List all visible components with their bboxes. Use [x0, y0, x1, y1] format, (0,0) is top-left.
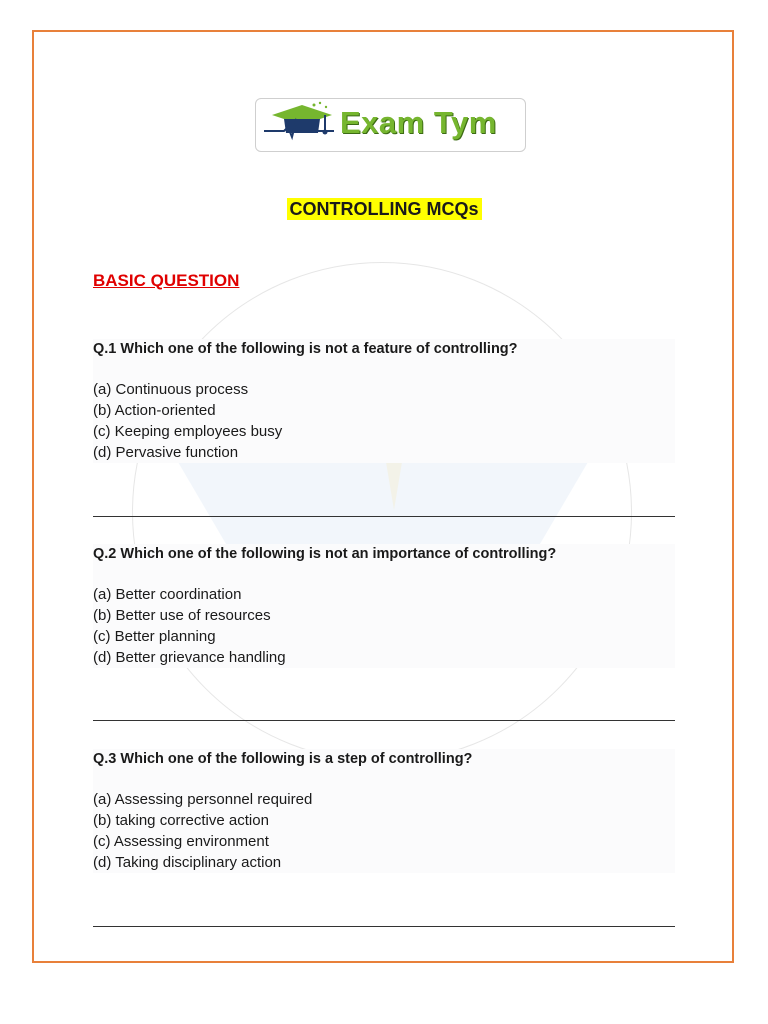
question-block-3 — [93, 749, 675, 873]
option-b: (b) taking corrective action — [93, 812, 269, 829]
option-d: (d) Taking disciplinary action — [93, 854, 282, 871]
answer-line-3 — [93, 926, 675, 927]
graduation-cap-icon — [262, 101, 336, 147]
option-list — [93, 584, 675, 668]
option-c: (c) Better planning — [93, 628, 216, 645]
option-a: (a) Continuous process — [93, 381, 249, 398]
logo-text: Exam Tym — [340, 105, 497, 140]
option-list — [93, 789, 675, 873]
option-d: (d) Pervasive function — [93, 444, 239, 461]
option-b: (b) Action-oriented — [93, 402, 216, 419]
answer-line-1 — [93, 516, 675, 517]
section-heading: BASIC QUESTION — [93, 271, 240, 290]
question-text: Q.1 Which one of the following is not a feature of controlling? — [93, 341, 518, 357]
option-b: (b) Better use of resources — [93, 607, 271, 624]
watermark-cap-icon — [178, 462, 588, 546]
option-c: (c) Keeping employees busy — [93, 423, 283, 440]
logo — [255, 98, 526, 152]
option-list — [93, 379, 675, 463]
answer-line-2 — [93, 720, 675, 721]
question-block-1 — [93, 339, 675, 463]
question-block-2 — [93, 544, 675, 668]
question-text: Q.2 Which one of the following is not an importance of controlling? — [93, 546, 557, 562]
option-d: (d) Better grievance handling — [93, 649, 286, 666]
page-title — [0, 199, 768, 220]
option-a: (a) Better coordination — [93, 586, 242, 603]
option-c: (c) Assessing environment — [93, 833, 269, 850]
option-a: (a) Assessing personnel required — [93, 791, 313, 808]
page-title-text: CONTROLLING MCQs — [287, 198, 482, 220]
question-text: Q.3 Which one of the following is a step of controlling? — [93, 751, 473, 767]
